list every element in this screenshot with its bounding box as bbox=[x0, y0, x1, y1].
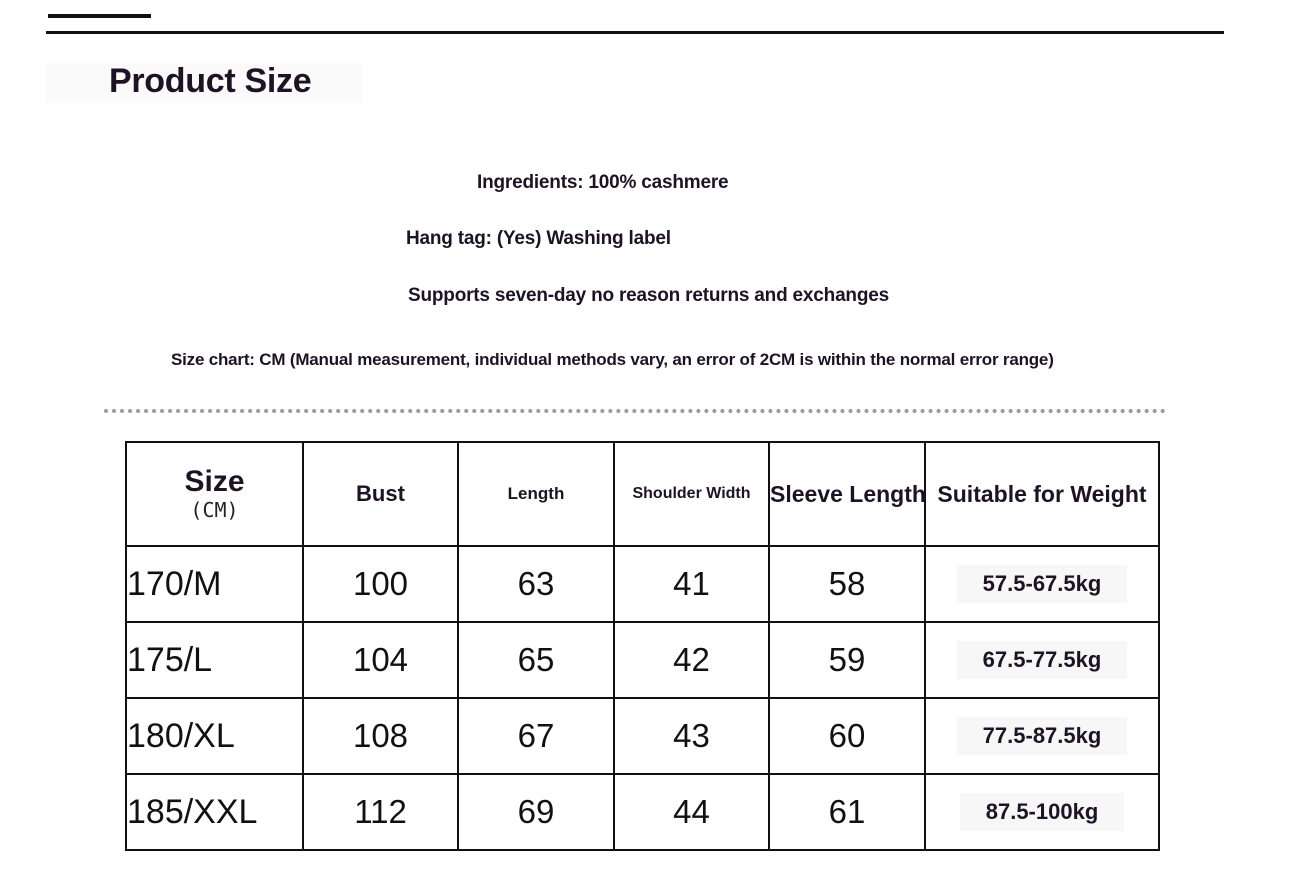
weight-value: 87.5-100kg bbox=[960, 793, 1125, 831]
cell-size: 175/L bbox=[126, 622, 303, 698]
cell-weight bbox=[925, 546, 1159, 622]
header-size-unit: (CM) bbox=[190, 498, 239, 522]
cell-length: 65 bbox=[458, 622, 614, 698]
top-short-rule bbox=[48, 14, 151, 18]
header-size-label: Size bbox=[184, 465, 245, 498]
header-size bbox=[126, 442, 303, 546]
top-long-rule bbox=[46, 31, 1224, 34]
cell-length: 63 bbox=[458, 546, 614, 622]
header-bust: Bust bbox=[303, 442, 458, 546]
table-row bbox=[126, 546, 1159, 622]
cell-weight bbox=[925, 622, 1159, 698]
cell-size: 170/M bbox=[126, 546, 303, 622]
header-length: Length bbox=[458, 442, 614, 546]
cell-shoulder: 42 bbox=[614, 622, 769, 698]
cell-weight bbox=[925, 698, 1159, 774]
page-title: Product Size bbox=[109, 62, 312, 100]
hang-tag-text: Hang tag: (Yes) Washing label bbox=[406, 228, 671, 249]
cell-size: 180/XL bbox=[126, 698, 303, 774]
cell-shoulder: 41 bbox=[614, 546, 769, 622]
cell-bust: 104 bbox=[303, 622, 458, 698]
cell-length: 69 bbox=[458, 774, 614, 850]
cell-bust: 108 bbox=[303, 698, 458, 774]
cell-shoulder: 43 bbox=[614, 698, 769, 774]
cell-shoulder: 44 bbox=[614, 774, 769, 850]
table-row bbox=[126, 774, 1159, 850]
returns-text: Supports seven-day no reason returns and exchanges bbox=[408, 285, 889, 306]
table-header-row bbox=[126, 442, 1159, 546]
dotted-divider bbox=[104, 409, 1166, 413]
cell-sleeve: 58 bbox=[769, 546, 925, 622]
cell-length: 67 bbox=[458, 698, 614, 774]
cell-bust: 112 bbox=[303, 774, 458, 850]
ingredients-text: Ingredients: 100% cashmere bbox=[477, 172, 729, 193]
table-row bbox=[126, 698, 1159, 774]
cell-weight bbox=[925, 774, 1159, 850]
header-weight: Suitable for Weight bbox=[925, 442, 1159, 546]
cell-bust: 100 bbox=[303, 546, 458, 622]
weight-value: 67.5-77.5kg bbox=[957, 641, 1128, 679]
cell-sleeve: 60 bbox=[769, 698, 925, 774]
cell-sleeve: 59 bbox=[769, 622, 925, 698]
cell-sleeve: 61 bbox=[769, 774, 925, 850]
weight-value: 57.5-67.5kg bbox=[957, 565, 1128, 603]
weight-value: 77.5-87.5kg bbox=[957, 717, 1128, 755]
size-table bbox=[125, 441, 1160, 851]
cell-size: 185/XXL bbox=[126, 774, 303, 850]
header-shoulder-width: Shoulder Width bbox=[614, 442, 769, 546]
size-chart-note: Size chart: CM (Manual measurement, individual methods vary, an error of 2CM is within the normal error range) bbox=[171, 350, 1054, 369]
header-sleeve-length: Sleeve Length bbox=[769, 442, 925, 546]
table-row bbox=[126, 622, 1159, 698]
